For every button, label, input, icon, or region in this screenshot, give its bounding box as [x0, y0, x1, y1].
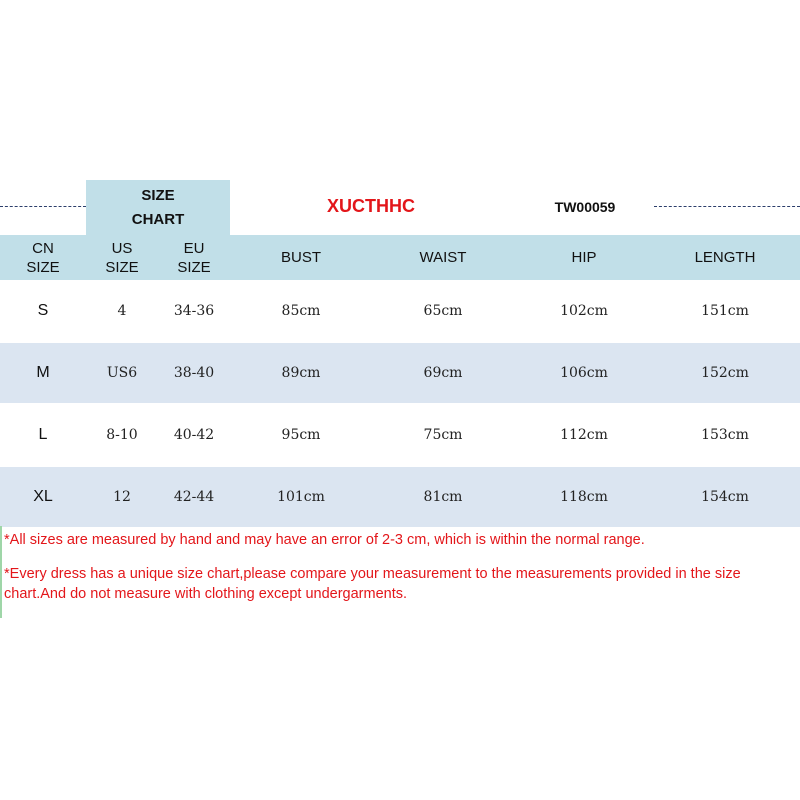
header-us-line1: US: [111, 239, 133, 257]
product-code: TW00059: [554, 199, 616, 215]
cell-hip: 112cm: [560, 427, 608, 443]
cell-bust: 101cm: [277, 489, 325, 505]
size-chart-title: [86, 180, 230, 235]
cell-us-size: 12: [113, 489, 131, 505]
brand-name: XUCTHHC: [327, 196, 415, 216]
cell-waist: 69cm: [423, 365, 463, 381]
table-row: [0, 467, 800, 527]
header-eu-size: [158, 235, 230, 280]
cell-length: 152cm: [701, 365, 749, 381]
header-hip: HIP: [571, 249, 597, 266]
cell-waist: 65cm: [423, 303, 463, 319]
cell-eu-size: 38-40: [173, 365, 215, 381]
dashed-rule-left: [0, 206, 86, 207]
cell-bust: 89cm: [281, 365, 321, 381]
header-cn-size: [0, 235, 86, 280]
left-edge-marker: [0, 526, 2, 618]
header-eu-line1: EU: [183, 239, 205, 257]
header-us-size: [86, 235, 158, 280]
header-length: LENGTH: [694, 249, 756, 266]
cell-hip: 106cm: [560, 365, 608, 381]
table-row: [0, 281, 800, 341]
note-compare-measurements: *Every dress has a unique size chart,please compare your measurement to the measurements provided in the size chart.And do not measure with clothing except undergarments.: [4, 566, 741, 602]
dashed-rule-right: [654, 206, 800, 207]
cell-cn-size: L: [38, 426, 48, 443]
cell-us-size: US6: [106, 365, 138, 381]
table-row: [0, 405, 800, 465]
cell-eu-size: 40-42: [173, 427, 215, 443]
cell-cn-size: XL: [33, 488, 53, 505]
header-bust: BUST: [280, 249, 321, 266]
header-waist: WAIST: [419, 249, 467, 266]
table-row: [0, 343, 800, 403]
cell-cn-size: M: [36, 364, 50, 381]
table-header-row: [0, 235, 800, 280]
cell-bust: 95cm: [281, 427, 321, 443]
title-line-1: SIZE: [141, 186, 175, 204]
cell-eu-size: 34-36: [173, 303, 215, 319]
cell-cn-size: S: [37, 302, 49, 319]
cell-length: 153cm: [701, 427, 749, 443]
header-cn-line2: SIZE: [26, 258, 60, 276]
cell-hip: 118cm: [560, 489, 608, 505]
measurement-notes: [4, 530, 780, 618]
header-us-line2: SIZE: [105, 258, 139, 276]
note-measurement-error: *All sizes are measured by hand and may have an error of 2-3 cm, which is within the normal range.: [4, 532, 645, 548]
title-line-2: CHART: [131, 210, 185, 228]
header-cn-line1: CN: [32, 239, 54, 257]
cell-us-size: 4: [117, 303, 127, 319]
cell-hip: 102cm: [560, 303, 608, 319]
header-eu-line2: SIZE: [177, 258, 211, 276]
cell-bust: 85cm: [281, 303, 321, 319]
cell-waist: 75cm: [423, 427, 463, 443]
cell-waist: 81cm: [423, 489, 463, 505]
cell-us-size: 8-10: [106, 427, 138, 443]
cell-length: 154cm: [701, 489, 749, 505]
cell-length: 151cm: [701, 303, 749, 319]
cell-eu-size: 42-44: [173, 489, 215, 505]
